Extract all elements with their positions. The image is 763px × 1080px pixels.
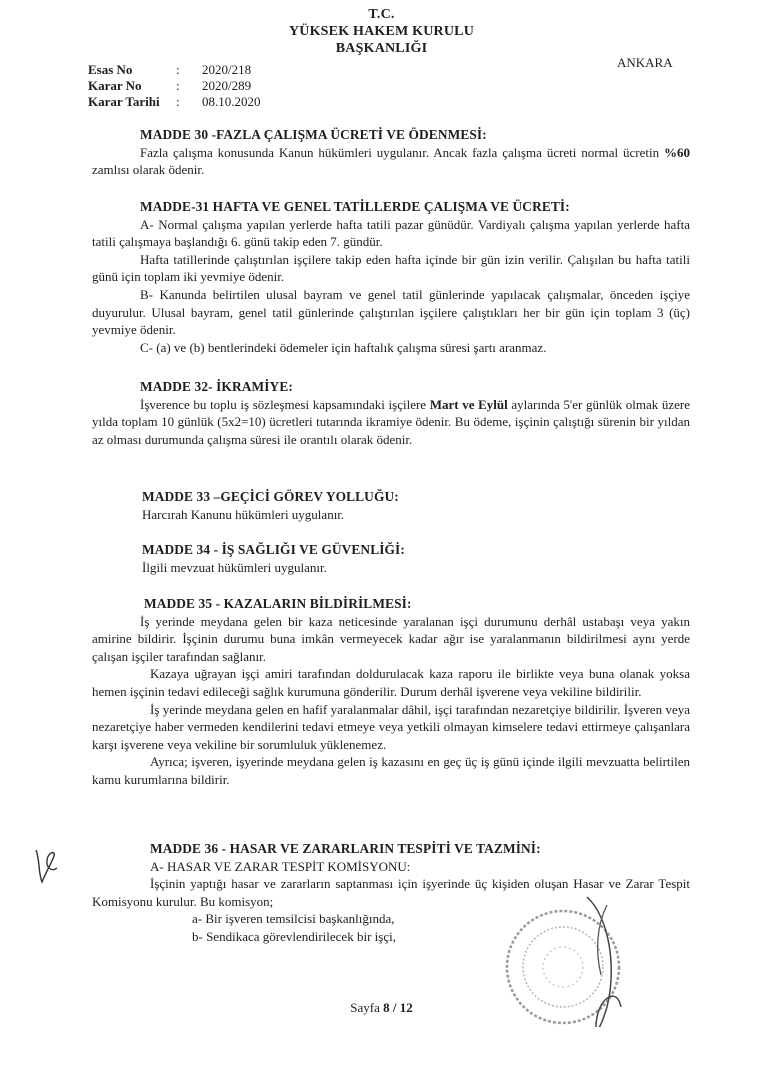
article-heading: MADDE 34 - İŞ SAĞLIĞI VE GÜVENLİĞİ: (142, 542, 405, 557)
list-item: b- Sendikaca görevlendirilecek bir işçi, (192, 928, 396, 944)
meta-label: Esas No (88, 62, 133, 77)
handwritten-initial (30, 842, 60, 887)
page-number: Sayfa 8 / 12 (350, 1000, 413, 1015)
article-paragraph: İş yerinde meydana gelen en hafif yaralanmalar dâhil, işçi tarafından nezaretçiye bildirilir. İşveren veya nezaretçiye haber vermeden kendilerini tedavi etmeye veya yetkili olmayan kimselere tedavi ettirmeye çalışanlara karşı işverene veya vekiline bir sorumluluk yüklenemez. (92, 701, 690, 752)
official-stamp (497, 895, 629, 1027)
meta-row-date: Karar Tarihi : 08.10.2020 (88, 94, 261, 109)
article-subheading: A- HASAR VE ZARAR TESPİT KOMİSYONU: (150, 858, 411, 874)
article-31 (92, 198, 690, 356)
header-court: YÜKSEK HAKEM KURULU (288, 24, 475, 39)
meta-label: Karar Tarihi (88, 94, 160, 109)
meta-value: 2020/218 (202, 62, 252, 77)
list-item: a- Bir işveren temsilcisi başkanlığında, (192, 911, 395, 927)
article-paragraph: C- (a) ve (b) bentlerindeki ödemeler için haftalık çalışma süresi şartı aranmaz. (140, 339, 547, 355)
meta-value: 08.10.2020 (202, 94, 261, 109)
meta-row-esas: Esas No : 2020/218 (88, 62, 252, 77)
article-heading: MADDE 30 -FAZLA ÇALIŞMA ÜCRETİ VE ÖDENMESİ: (140, 127, 487, 142)
article-paragraph: A- Normal çalışma yapılan yerlerde hafta tatili pazar günüdür. Vardiyalı çalışma yapılan yerlerde hafta tatili çalışmaya başlandığı 6. günü takip eden 7. gündür. (92, 216, 690, 250)
article-paragraph: Harcırah Kanunu hükümleri uygulanır. (142, 506, 345, 522)
article-heading: MADDE 36 - HASAR VE ZARARLARIN TESPİTİ VE TAZMİNİ: (150, 841, 541, 856)
article-heading: MADDE-31 HAFTA VE GENEL TATİLLERDE ÇALIŞMA VE ÜCRETİ: (140, 199, 570, 214)
article-30 (92, 126, 690, 179)
article-35 (92, 595, 690, 789)
article-paragraph: Hafta tatillerinde çalıştırılan işçilere takip eden hafta içinde bir gün izin verilir. Çalışılan bu hafta tatili günü için toplam iki yevmiye ödenir. (92, 251, 690, 285)
article-paragraph: İşverence bu toplu iş sözleşmesi kapsamındaki işçilere Mart ve Eylül aylarında 5'er günlük olmak üzere yılda toplam 10 günlük (5x2=10) ücretleri tutarında ikramiye ödenir. Bu ödeme, işçinin çalıştığı sürenin bir yıldan az olması durumunda çalışma süresi ile orantılı olarak ödenir. (92, 396, 690, 447)
meta-value: 2020/289 (202, 78, 252, 93)
case-meta (88, 62, 261, 110)
article-heading: MADDE 33 –GEÇİCİ GÖREV YOLLUĞU: (142, 489, 399, 504)
article-32 (92, 378, 690, 448)
meta-row-karar: Karar No : 2020/289 (88, 78, 252, 93)
header-presidency: BAŞKANLIĞI (335, 41, 428, 56)
article-paragraph: B- Kanunda belirtilen ulusal bayram ve genel tatil günlerinde yapılacak çalışmalar, önceden işçiye duyurulur. Ulusal bayram, genel tatil günlerinde çalıştırılan işçilere çalıştıkları her bir gün için toplam 3 (üç) yevmiye ödenir. (92, 286, 690, 338)
article-paragraph: İlgili mevzuat hükümleri uygulanır. (142, 559, 327, 575)
article-paragraph: Kazaya uğrayan işçi amiri tarafından doldurulacak kaza raporu ile birlikte veya buna olanak yoksa hemen işçinin tedavi edileceği sağlık kurumuna gönderilir. Durum derhâl işverene veya vekiline bildirilir. (92, 666, 690, 699)
article-33 (92, 488, 690, 523)
city-label: ANKARA (617, 55, 673, 70)
article-paragraph: Ayrıca; işveren, işyerinde meydana gelen iş kazasını en geç üç iş günü içinde ilgili mevzuatta belirtilen kamu kurumlarına bildirir. (92, 754, 690, 787)
article-paragraph: İşçinin yaptığı hasar ve zararların saptanması için işyerinde üç kişiden oluşan Hasar ve Zarar Tespit Komisyonu kurulur. Bu komisyon; (92, 876, 690, 909)
article-paragraph: İş yerinde meydana gelen bir kaza neticesinde yaralanan işçi durumunu derhâl ustabaşı veya yakın amirine bildirir. İşçinin durumu buna imkân vermeyecek kadar ağır ise yaralanmanın bildirilmesi aynı yerde çalışan işçiler tarafından sağlanır. (92, 613, 690, 664)
article-34 (92, 541, 690, 576)
article-heading: MADDE 35 - KAZALARIN BİLDİRİLMESİ: (144, 596, 412, 611)
header-tc: T.C. (368, 7, 395, 22)
article-paragraph: Fazla çalışma konusunda Kanun hükümleri uygulanır. Ancak fazla çalışma ücreti normal ücretin %60 zamlısı olarak ödenir. (92, 144, 690, 178)
meta-label: Karar No (88, 78, 142, 93)
article-heading: MADDE 32- İKRAMİYE: (140, 379, 293, 394)
